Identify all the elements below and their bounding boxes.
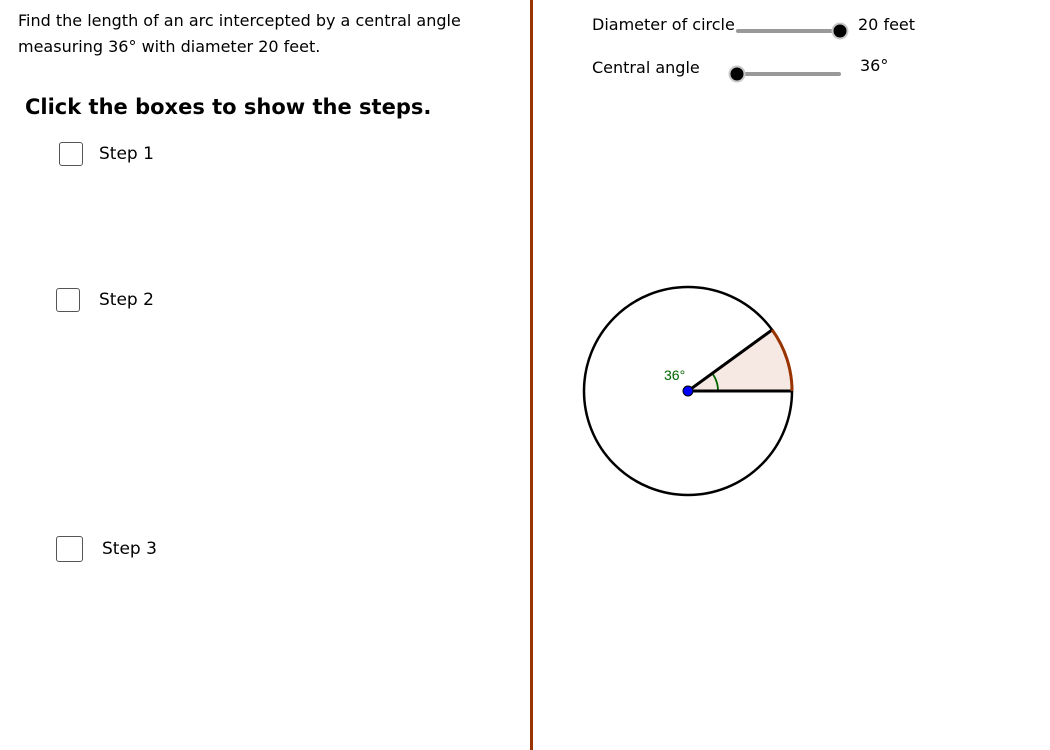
step-3-checkbox[interactable]	[56, 536, 83, 562]
step-2-checkbox[interactable]	[56, 288, 80, 312]
angle-slider-knob[interactable]	[731, 68, 744, 81]
angle-value: 36°	[860, 56, 889, 75]
diameter-slider[interactable]	[736, 29, 840, 43]
step-2-label: Step 2	[99, 290, 154, 310]
problem-statement: Find the length of an arc intercepted by a central angle measuring 36° with diameter 20 feet.	[18, 11, 461, 56]
instruction-heading: Click the boxes to show the steps.	[25, 95, 432, 119]
diameter-slider-knob[interactable]	[834, 25, 847, 38]
step-2-row[interactable]	[56, 288, 154, 312]
diameter-slider-track[interactable]	[736, 29, 840, 33]
diameter-slider-label: Diameter of circle	[592, 15, 735, 34]
panel-divider	[530, 0, 533, 750]
center-point[interactable]	[683, 386, 693, 396]
step-1-label: Step 1	[99, 144, 154, 164]
diameter-value: 20 feet	[858, 15, 916, 34]
step-1-row[interactable]	[59, 142, 154, 166]
angle-label: 36°	[664, 367, 686, 383]
angle-slider[interactable]	[737, 72, 841, 86]
circle-figure	[580, 282, 804, 506]
angle-slider-label: Central angle	[592, 58, 700, 77]
step-3-row[interactable]	[56, 536, 157, 562]
step-3-label: Step 3	[102, 539, 157, 559]
angle-slider-track[interactable]	[737, 72, 841, 76]
step-1-checkbox[interactable]	[59, 142, 83, 166]
